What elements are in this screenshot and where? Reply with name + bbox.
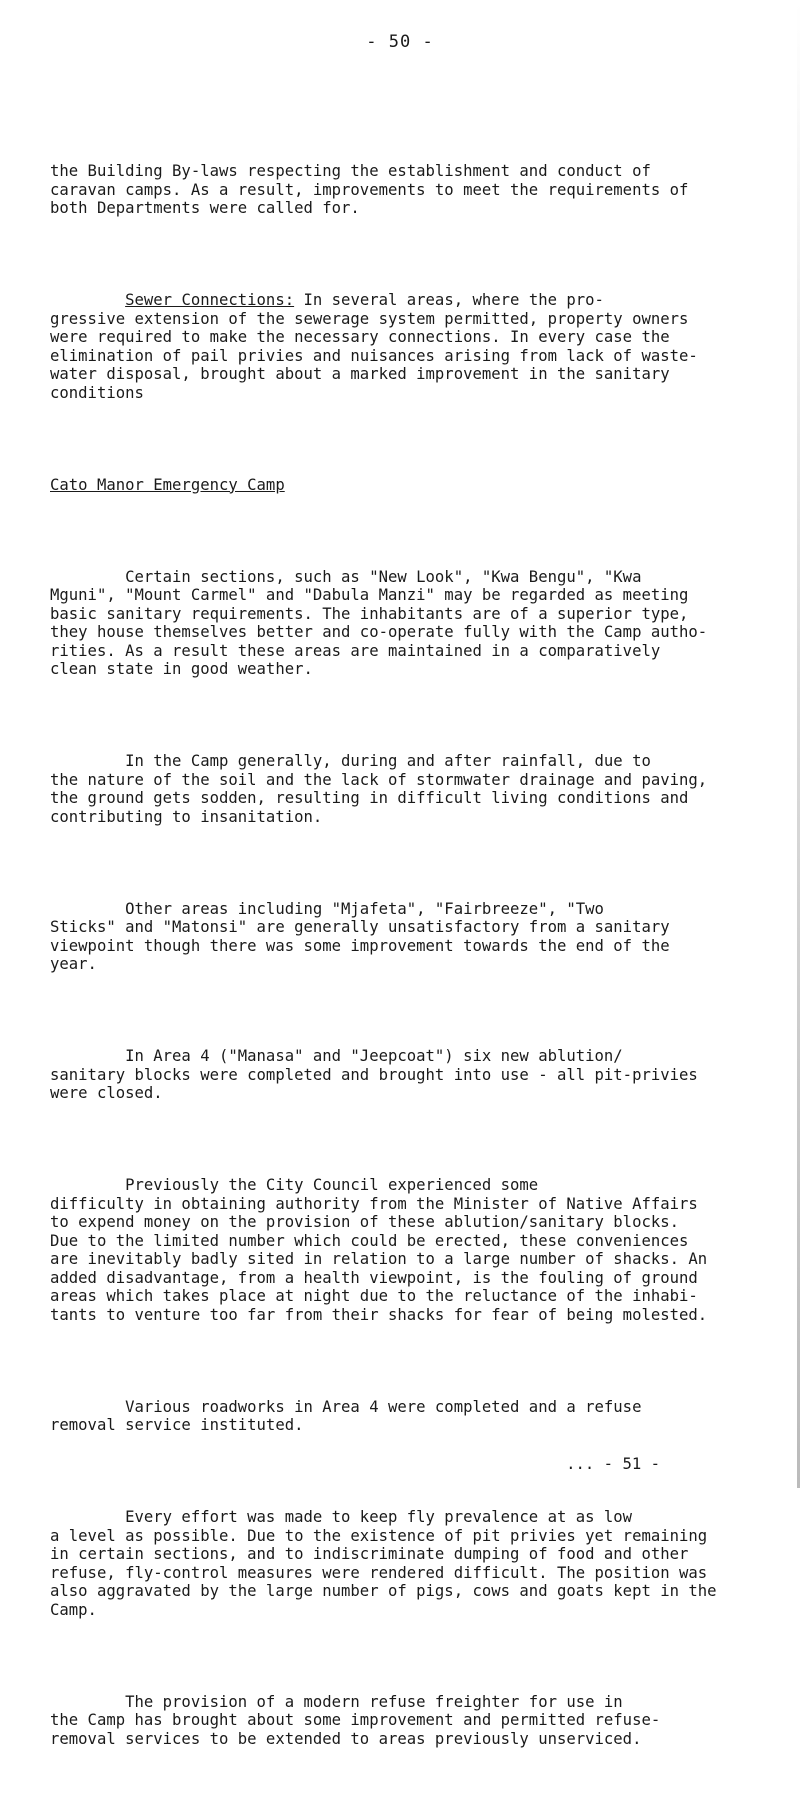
paragraph-certain-sections: Certain sections, such as "New Look", "Kwa Bengu", "Kwa Mguni", "Mount Carmel" and "Dabula Manzi" may be regarded as meeting basic sanitary requirements. The inhabitants are of a superior type, they house themselves better and co-operate fully with the Camp autho- rities. As a result these areas are maintained in a comparatively clean state in good weather.	[50, 567, 708, 678]
paragraph-building-bylaws: the Building By-laws respecting the establishment and conduct of caravan camps. As a result, improvements to meet the requirements of both Departments were called for.	[50, 162, 689, 217]
section-heading-cato-manor	[50, 476, 770, 495]
paragraph-camp-generally: In the Camp generally, during and after rainfall, due to the nature of the soil and the lack of stormwater drainage and paving, the ground gets sodden, resulting in difficult living conditions and contributing to insanitation.	[50, 752, 708, 826]
document-body	[50, 125, 770, 1803]
cato-manor-heading: Cato Manor Emergency Camp	[50, 475, 285, 494]
paragraph-refuse-freighter: The provision of a modern refuse freighter for use in the Camp has brought about some improvement and permitted refuse- removal services to be extended to areas previously unserviced.	[50, 1692, 661, 1748]
sewer-connections-heading: Sewer Connections:	[125, 291, 295, 309]
next-page-marker: ... - 51 -	[566, 1455, 660, 1473]
paragraph-roadworks: Various roadworks in Area 4 were completed and a refuse removal service instituted.	[50, 1397, 642, 1434]
sewer-connections-text: In several areas, where the pro- gressive extension of the sewerage system permitted, property owners were required to make the necessary connections. In every case the elimination of pail privies and nuisances arising from lack of waste- water disposal, brought about a marked improvement in the sanitary conditions	[50, 291, 698, 402]
paragraph-sewer-connections	[50, 291, 770, 402]
page-number: - 50 -	[366, 32, 434, 52]
paragraph-area-4-ablution: In Area 4 ("Manasa" and "Jeepcoat") six new ablution/ sanitary blocks were completed and brought into use - all pit-privies were closed.	[50, 1047, 698, 1102]
paragraph-city-council: Previously the City Council experienced some difficulty in obtaining authority from the Minister of Native Affairs to expend money on the provision of these ablution/sanitary blocks. Due to the limited number which could be erected, these conveniences are inevitably badly sited in relation to a large number of shacks. An added disadvantage, from a health viewpoint, is the fouling of ground areas which takes place at night due to the reluctance of the inhabi- tants to venture too far from their shacks for fear of being molested.	[50, 1176, 708, 1324]
paragraph-fly-prevalence: Every effort was made to keep fly prevalence at as low a level as possible. Due to the existence of pit privies yet remaining in certain sections, and to indiscriminate dumping of food and other refuse, fly-control measures were rendered difficult. The position was also aggravated by the large number of pigs, cows and goats kept in the Camp.	[50, 1508, 717, 1619]
paragraph-other-areas: Other areas including "Mjafeta", "Fairbreeze", "Two Sticks" and "Matonsi" are generally unsatisfactory from a sanitary viewpoint though there was some improvement towards the end of the year.	[50, 899, 670, 973]
